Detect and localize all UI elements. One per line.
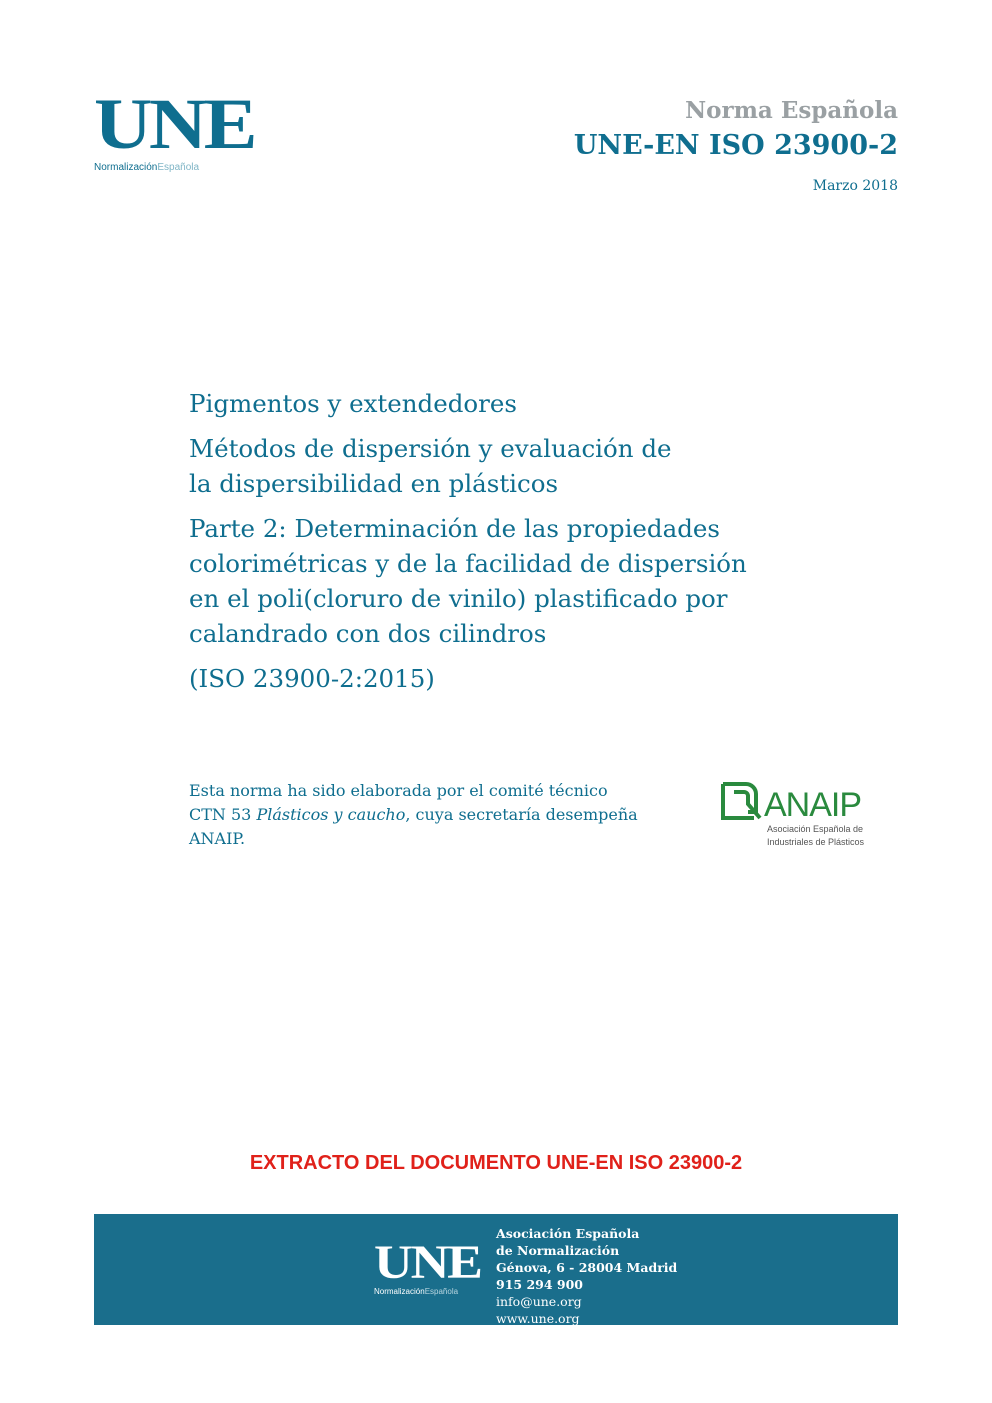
footer-logo-sub-accent: Española	[424, 1287, 459, 1296]
une-logo	[94, 84, 255, 173]
document-title	[189, 386, 809, 696]
org-name-1: Asociación Española	[496, 1226, 640, 1241]
org-phone: 915 294 900	[496, 1277, 583, 1292]
norma-label: Norma Española	[685, 97, 898, 124]
anaip-logo-mark	[720, 782, 870, 822]
footer-une-logo	[374, 1236, 481, 1296]
footer-contact	[496, 1225, 677, 1327]
committee-prefix: CTN 53	[189, 805, 257, 824]
title-line: calandrado con dos cilindros	[189, 619, 547, 648]
org-name-2: de Normalización	[496, 1243, 620, 1258]
committee-line: ANAIP.	[189, 829, 246, 848]
org-address: Génova, 6 - 28004 Madrid	[496, 1260, 678, 1275]
title-line: la dispersibilidad en plásticos	[189, 469, 559, 498]
footer-band	[94, 1214, 898, 1325]
anaip-logo	[720, 782, 870, 848]
committee-line	[189, 803, 659, 827]
title-line: colorimétricas y de la facilidad de dispersión	[189, 549, 747, 578]
org-email[interactable]: info@une.org	[496, 1294, 582, 1309]
logo-sub-main: Normalización	[94, 162, 158, 173]
footer-logo-sub-main: Normalización	[374, 1287, 425, 1296]
title-line: Parte 2: Determinación de las propiedades	[189, 514, 720, 543]
committee-statement	[189, 779, 659, 851]
committee-name: Plásticos y caucho	[256, 805, 406, 824]
title-line: Métodos de dispersión y evaluación de	[189, 434, 672, 463]
title-line: Pigmentos y extendedores	[189, 389, 517, 418]
logo-sub-accent: Española	[157, 162, 200, 173]
une-logo-mark: UNE	[94, 84, 255, 164]
standard-code: UNE-EN ISO 23900-2	[573, 130, 898, 161]
iso-reference: (ISO 23900-2:2015)	[189, 664, 435, 693]
publication-date: Marzo 2018	[812, 178, 898, 194]
committee-line: Esta norma ha sido elaborada por el comité técnico	[189, 781, 608, 800]
committee-suffix: , cuya secretaría desempeña	[405, 805, 638, 824]
anaip-wordmark: ANAIP	[764, 786, 862, 822]
extract-title: EXTRACTO DEL DOCUMENTO UNE-EN ISO 23900-2	[249, 1152, 743, 1174]
org-website[interactable]: www.une.org	[496, 1311, 580, 1326]
footer-logo-mark: UNE	[374, 1236, 481, 1289]
title-line: en el poli(cloruro de vinilo) plastificado por	[189, 584, 728, 613]
anaip-subtitle-1: Asociación Española de	[767, 824, 864, 834]
anaip-subtitle-2: Industriales de Plásticos	[767, 837, 865, 847]
standard-header	[574, 96, 898, 194]
